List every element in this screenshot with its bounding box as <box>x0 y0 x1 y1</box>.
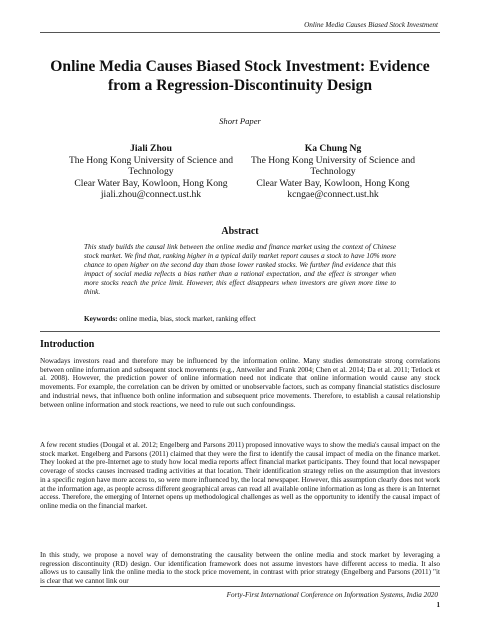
paper-subtitle: Short Paper <box>219 116 261 126</box>
keywords-label: Keywords: <box>84 315 118 323</box>
body-paragraph: In this study, we propose a novel way of demonstrating the causality between the online media and stock market by leveraging a regression discontinuity (RD) design. Our identification framework does not assume investors have different access to media. It also allows us to causally link the online media to the stock price movement, in contrast with prior strategy (Engelberg and Parsons (2011) "it is clear that we cannot link our <box>40 551 440 586</box>
footer-rule <box>40 586 440 587</box>
author-affiliation: The Hong Kong University of Science and Technology <box>68 154 234 178</box>
author-address: Clear Water Bay, Kowloon, Hong Kong <box>256 177 410 189</box>
abstract-text: This study builds the causal link between the online media and finance market using the context of Chinese stock market. We find that, ranking higher in a typical daily market report causes a stock to have 10% more chance to open higher on the second day than those lower ranked stocks. We further find evidence that this impact of social media reflects a bias rather than a rational expectation, and the effect is stronger when more stocks reach the price limit. However, this effect disappears when investors are given more time to think. <box>84 243 396 297</box>
keywords-text: online media, bias, stock market, ranking effect <box>119 315 256 323</box>
author-name: Jiali Zhou <box>130 143 172 154</box>
author-block <box>58 143 244 201</box>
running-head: Online Media Causes Biased Stock Investment <box>304 21 438 29</box>
author-affiliation: The Hong Kong University of Science and Technology <box>250 154 416 178</box>
abstract-heading: Abstract <box>221 226 259 237</box>
paper-title: Online Media Causes Biased Stock Investment: Evidence from a Regression-Discontinuity Design <box>50 58 430 94</box>
section-rule <box>40 331 440 332</box>
keywords <box>84 315 396 323</box>
author-email: kcngae@connect.ust.hk <box>287 189 379 201</box>
body-paragraph: A few recent studies (Dougal et al. 2012; Engelberg and Parsons 2011) proposed innovative ways to show the media's causal impact on the stock market. Engelberg and Parsons (2011) claimed that they were the first to identify the causal impact of media on the finance market. They looked at the pre-Internet age to study how local media reports affect financial market participants. They found that local newspaper coverage of stocks causes increased trading activities at that location. Their identification strategy relies on the assumption that investors in a specific region have more access to, so were more influenced by, the local newspaper. However, this assumption clearly does not work at the information age, as people across different geographical areas can read all available online information as long as there is an Internet access. Therefore, the emerging of Internet opens up methodological challenges as well as the opportunity to identify the causal impact of online media on the financial market. <box>40 441 440 510</box>
author-email: jiali.zhou@connect.ust.hk <box>100 189 202 201</box>
author-address: Clear Water Bay, Kowloon, Hong Kong <box>74 177 228 189</box>
page-number: 1 <box>436 601 440 609</box>
conference-footer: Forty-First International Conference on Information Systems, India 2020 <box>226 591 438 599</box>
body-paragraph: Nowadays investors read and therefore may be influenced by the information online. Many studies demonstrate strong correlations between online information and subsequent stock movements (e.g., Antweiler and Frank 2004; Chen et al. 2014; Da et al. 2011; Tetlock et al. 2008). However, the prediction power of online information need not indicate that online information would cause any stock movements. For example, the correlation can be driven by omitted or unobservable factors, such as company financial statistics disclosure and industrial news, that influence both online information and subsequent price movements. Therefore, to establish a causal relationship between online information and stock reactions, we need to rule out such confoundingss. <box>40 357 440 409</box>
section-heading: Introduction <box>40 339 95 350</box>
author-name: Ka Chung Ng <box>304 143 362 154</box>
header-rule <box>40 32 440 33</box>
author-block <box>242 143 424 201</box>
